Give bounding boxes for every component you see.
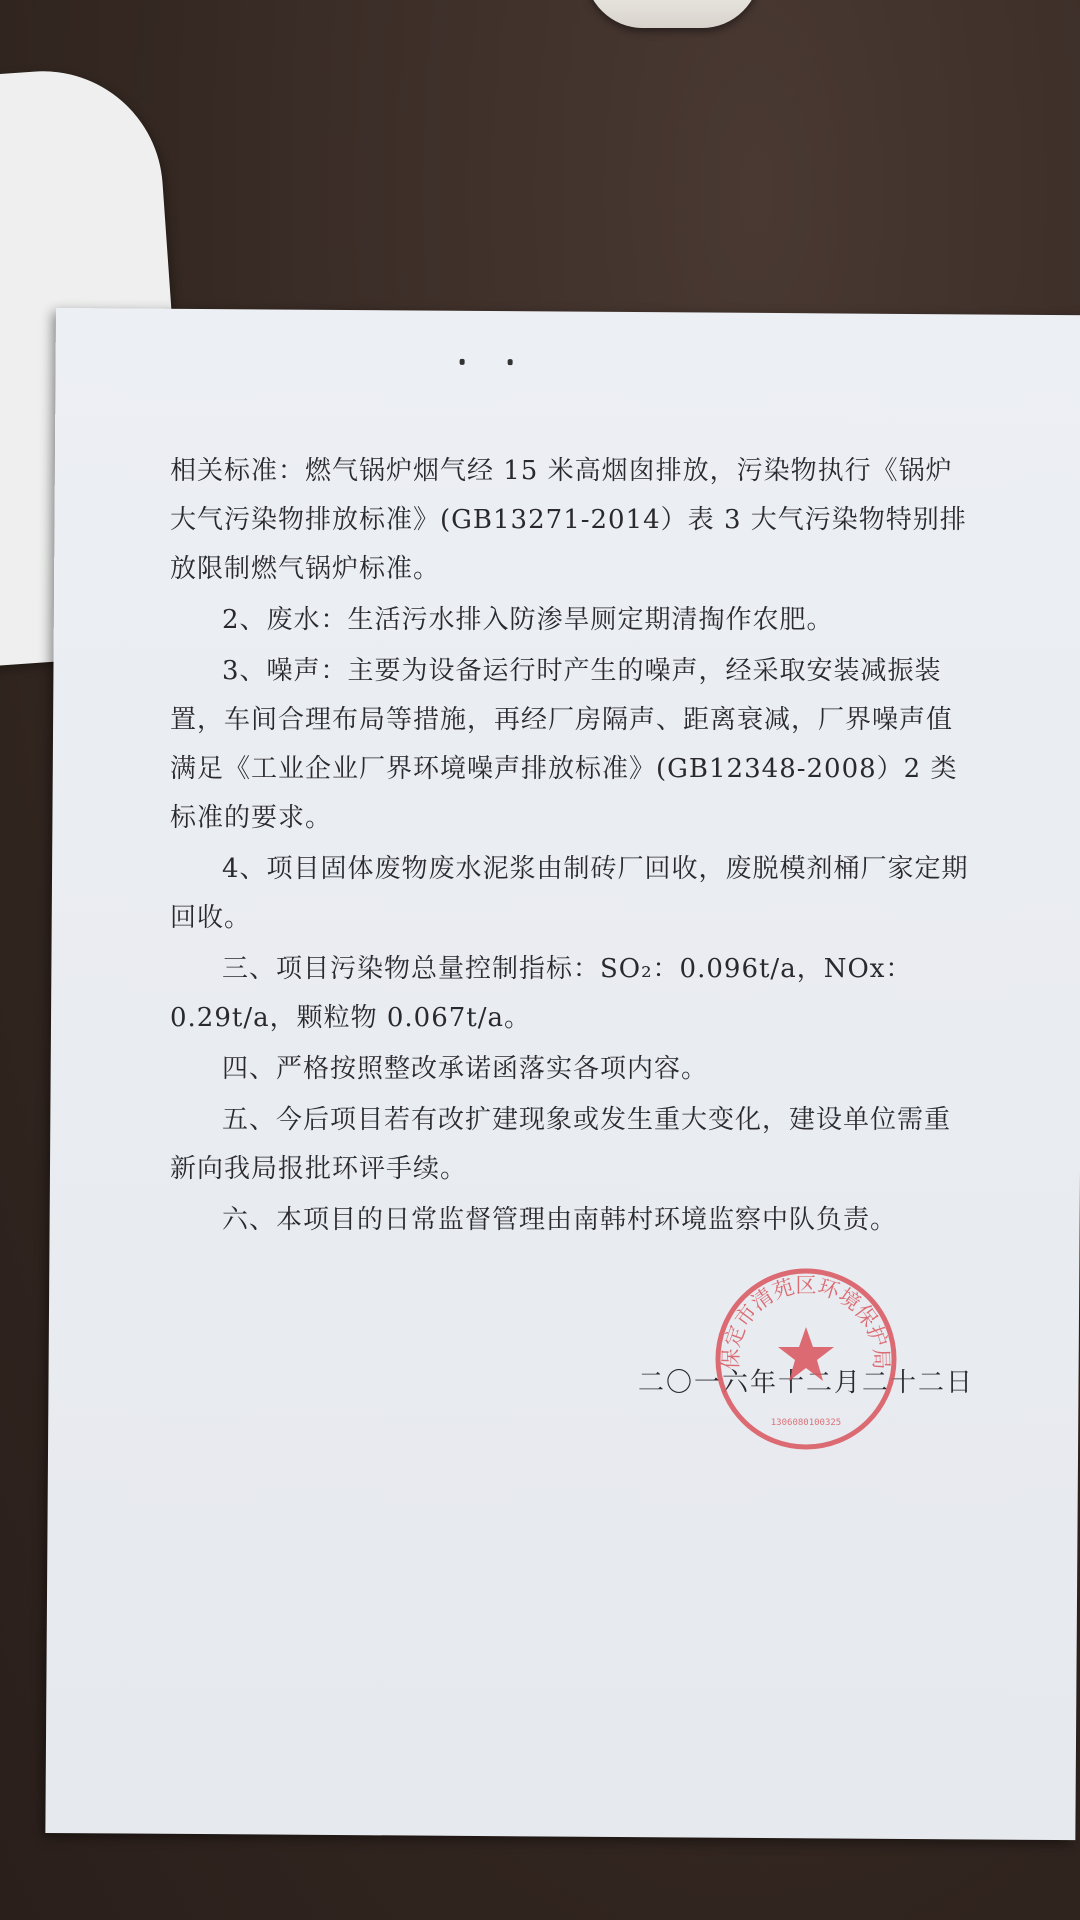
- paragraph-wastewater: 2、废水：生活污水排入防渗旱厕定期清掏作农肥。: [222, 605, 834, 635]
- paragraph-noise: 3、噪声：主要为设备运行时产生的噪声，经采取安装减振装置，车间合理布局等措施，再经厂房隔声、距离衰减，厂界噪声值满足《工业企业厂界环境噪声排放标准》(GB12348-2008）2 类标准的要求。: [170, 656, 958, 833]
- punch-mark: [460, 359, 465, 365]
- paragraph-supervision: 六、本项目的日常监督管理由南韩村环境监察中队负责。: [222, 1205, 898, 1235]
- document-date: 二〇一六年十二月二十二日: [638, 1368, 975, 1398]
- star-icon: [778, 1327, 834, 1381]
- paragraph-solid-waste: 4、项目固体废物废水泥浆由制砖厂回收，废脱模剂桶厂家定期回收。: [170, 854, 969, 933]
- seal-number: 1306080100325: [770, 1418, 842, 1428]
- paragraph-standards: 相关标准：燃气锅炉烟气经 15 米高烟囱排放，污染物执行《锅炉大气污染物排放标准》(GB13271-2014）表 3 大气污染物特别排放限制燃气锅炉标准。: [170, 456, 967, 584]
- seal-text: 保定市清苑区环境保护局: [718, 1273, 894, 1370]
- paragraph-emission-limits: 三、项目污染物总量控制指标：SO₂：0.096t/a，NOx：0.29t/a，颗粒物 0.067t/a。: [170, 954, 913, 1033]
- paragraph-commitment: 四、严格按照整改承诺函落实各项内容。: [222, 1054, 709, 1084]
- document-body: [170, 447, 975, 1245]
- punch-mark: [508, 359, 513, 365]
- official-seal-stamp: [712, 1265, 900, 1453]
- paragraph-changes: 五、今后项目若有改扩建现象或发生重大变化，建设单位需重新向我局报批环评手续。: [170, 1105, 952, 1184]
